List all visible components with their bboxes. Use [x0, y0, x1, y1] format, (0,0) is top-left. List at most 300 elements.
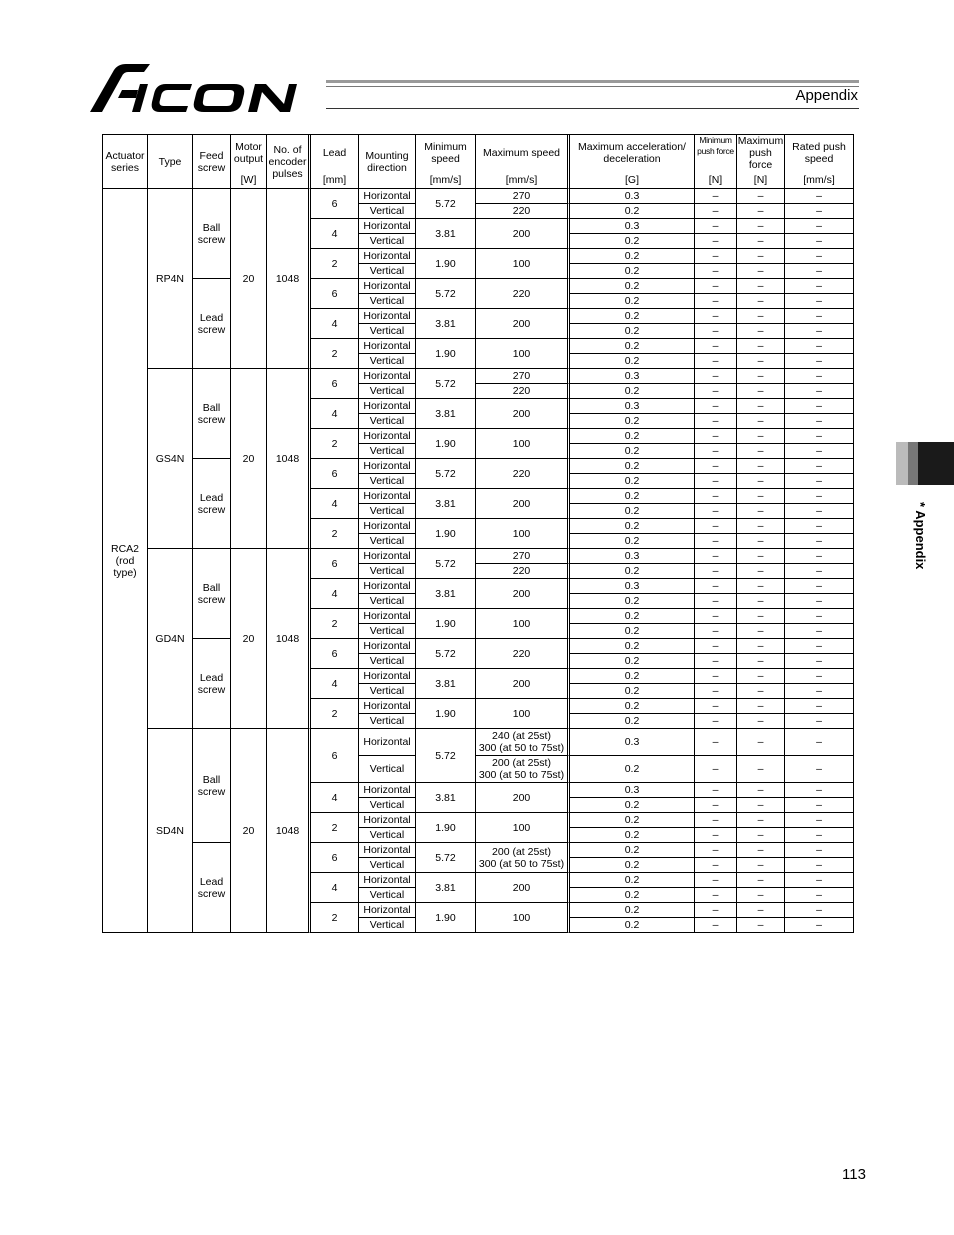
- table-row: [103, 729, 854, 756]
- maximum-acceleration-cell: 0.2: [570, 798, 695, 813]
- maximum-push-force-cell: –: [737, 219, 785, 234]
- maximum-push-force-cell: –: [737, 714, 785, 729]
- lead-cell: 6: [311, 639, 359, 669]
- rated-push-speed-cell: –: [785, 669, 854, 684]
- minimum-push-force-cell: –: [695, 579, 737, 594]
- rated-push-speed-cell: –: [785, 309, 854, 324]
- maximum-acceleration-cell: 0.2: [570, 684, 695, 699]
- lead-cell: 6: [311, 843, 359, 873]
- header-actuator-series: Actuator series: [103, 135, 148, 189]
- mounting-direction-cell: Vertical: [359, 354, 416, 369]
- maximum-push-force-cell: –: [737, 249, 785, 264]
- maximum-push-force-cell: –: [737, 354, 785, 369]
- maximum-push-force-cell: –: [737, 669, 785, 684]
- maximum-acceleration-cell: 0.2: [570, 459, 695, 474]
- minimum-push-force-cell: –: [695, 429, 737, 444]
- lead-cell: 2: [311, 609, 359, 639]
- maximum-push-force-cell: –: [737, 234, 785, 249]
- lead-cell: 2: [311, 339, 359, 369]
- mounting-direction-cell: Horizontal: [359, 843, 416, 858]
- maximum-speed-cell: 200: [476, 399, 570, 429]
- mounting-direction-cell: Vertical: [359, 714, 416, 729]
- lead-cell: 2: [311, 429, 359, 459]
- maximum-acceleration-cell: 0.2: [570, 414, 695, 429]
- type-cell: GD4N: [148, 549, 193, 729]
- maximum-acceleration-cell: 0.3: [570, 549, 695, 564]
- maximum-push-force-cell: –: [737, 594, 785, 609]
- maximum-push-force-cell: –: [737, 339, 785, 354]
- rated-push-speed-cell: –: [785, 474, 854, 489]
- maximum-acceleration-cell: 0.2: [570, 264, 695, 279]
- maximum-acceleration-cell: 0.2: [570, 813, 695, 828]
- motor-output-cell: 20: [231, 369, 267, 549]
- mounting-direction-cell: Horizontal: [359, 903, 416, 918]
- maximum-push-force-cell: –: [737, 444, 785, 459]
- maximum-acceleration-cell: 0.2: [570, 699, 695, 714]
- header-mounting-direction: Mounting direction: [359, 135, 416, 189]
- rated-push-speed-cell: –: [785, 459, 854, 474]
- lead-cell: 4: [311, 399, 359, 429]
- header-rule-top: [326, 80, 859, 83]
- maximum-push-force-cell: –: [737, 813, 785, 828]
- maximum-acceleration-cell: 0.2: [570, 564, 695, 579]
- minimum-push-force-cell: –: [695, 534, 737, 549]
- mounting-direction-cell: Horizontal: [359, 279, 416, 294]
- mounting-direction-cell: Vertical: [359, 444, 416, 459]
- rated-push-speed-cell: –: [785, 504, 854, 519]
- mounting-direction-cell: Horizontal: [359, 579, 416, 594]
- minimum-push-force-cell: –: [695, 489, 737, 504]
- maximum-acceleration-cell: 0.2: [570, 888, 695, 903]
- rated-push-speed-cell: –: [785, 579, 854, 594]
- maximum-acceleration-cell: 0.2: [570, 384, 695, 399]
- header-motor-output: Motor output [W]: [231, 135, 267, 189]
- mounting-direction-cell: Vertical: [359, 204, 416, 219]
- mounting-direction-cell: Horizontal: [359, 459, 416, 474]
- rated-push-speed-cell: –: [785, 279, 854, 294]
- lead-cell: 6: [311, 279, 359, 309]
- section-title: Appendix: [795, 87, 858, 104]
- mounting-direction-cell: Vertical: [359, 234, 416, 249]
- maximum-push-force-cell: –: [737, 699, 785, 714]
- maximum-push-force-cell: –: [737, 888, 785, 903]
- maximum-speed-cell: 200: [476, 783, 570, 813]
- maximum-push-force-cell: –: [737, 279, 785, 294]
- rated-push-speed-cell: –: [785, 729, 854, 756]
- feed-screw-cell: Ball screw: [193, 369, 231, 459]
- maximum-acceleration-cell: 0.2: [570, 828, 695, 843]
- feed-screw-cell: Lead screw: [193, 279, 231, 369]
- rated-push-speed-cell: –: [785, 564, 854, 579]
- maximum-push-force-cell: –: [737, 489, 785, 504]
- maximum-push-force-cell: –: [737, 384, 785, 399]
- lead-cell: 6: [311, 189, 359, 219]
- rated-push-speed-cell: –: [785, 858, 854, 873]
- mounting-direction-cell: Horizontal: [359, 549, 416, 564]
- maximum-push-force-cell: –: [737, 858, 785, 873]
- minimum-push-force-cell: –: [695, 384, 737, 399]
- rated-push-speed-cell: –: [785, 384, 854, 399]
- table-row: [103, 189, 854, 204]
- maximum-push-force-cell: –: [737, 474, 785, 489]
- mounting-direction-cell: Vertical: [359, 294, 416, 309]
- minimum-push-force-cell: –: [695, 249, 737, 264]
- encoder-pulses-cell: 1048: [267, 549, 311, 729]
- maximum-speed-cell: 220: [476, 279, 570, 309]
- maximum-speed-cell: 220: [476, 204, 570, 219]
- rated-push-speed-cell: –: [785, 354, 854, 369]
- maximum-push-force-cell: –: [737, 783, 785, 798]
- header-rule-bottom: [326, 108, 859, 109]
- type-cell: RP4N: [148, 189, 193, 369]
- rated-push-speed-cell: –: [785, 873, 854, 888]
- feed-screw-cell: Ball screw: [193, 189, 231, 279]
- minimum-push-force-cell: –: [695, 918, 737, 933]
- maximum-speed-cell: 100: [476, 903, 570, 933]
- rated-push-speed-cell: –: [785, 756, 854, 783]
- minimum-push-force-cell: –: [695, 843, 737, 858]
- header-rule-middle: [326, 86, 859, 87]
- type-cell: SD4N: [148, 729, 193, 933]
- mounting-direction-cell: Vertical: [359, 918, 416, 933]
- header-encoder-pulses: No. of encoder pulses: [267, 135, 311, 189]
- maximum-acceleration-cell: 0.2: [570, 444, 695, 459]
- lead-cell: 4: [311, 783, 359, 813]
- rated-push-speed-cell: –: [785, 219, 854, 234]
- rated-push-speed-cell: –: [785, 204, 854, 219]
- rated-push-speed-cell: –: [785, 369, 854, 384]
- maximum-speed-cell: 200: [476, 219, 570, 249]
- rated-push-speed-cell: –: [785, 324, 854, 339]
- feed-screw-cell: Lead screw: [193, 459, 231, 549]
- maximum-acceleration-cell: 0.2: [570, 204, 695, 219]
- actuator-series-cell: RCA2 (rod type): [103, 189, 148, 933]
- mounting-direction-cell: Vertical: [359, 534, 416, 549]
- mounting-direction-cell: Horizontal: [359, 399, 416, 414]
- minimum-push-force-cell: –: [695, 714, 737, 729]
- minimum-push-force-cell: –: [695, 639, 737, 654]
- mounting-direction-cell: Horizontal: [359, 339, 416, 354]
- minimum-push-force-cell: –: [695, 609, 737, 624]
- lead-cell: 2: [311, 519, 359, 549]
- minimum-push-force-cell: –: [695, 474, 737, 489]
- maximum-acceleration-cell: 0.2: [570, 489, 695, 504]
- minimum-push-force-cell: –: [695, 654, 737, 669]
- minimum-speed-cell: 3.81: [416, 309, 476, 339]
- minimum-speed-cell: 1.90: [416, 813, 476, 843]
- maximum-speed-cell: 220: [476, 459, 570, 489]
- lead-cell: 2: [311, 249, 359, 279]
- rated-push-speed-cell: –: [785, 234, 854, 249]
- minimum-speed-cell: 5.72: [416, 189, 476, 219]
- maximum-push-force-cell: –: [737, 918, 785, 933]
- maximum-acceleration-cell: 0.2: [570, 624, 695, 639]
- rated-push-speed-cell: –: [785, 594, 854, 609]
- lead-cell: 4: [311, 579, 359, 609]
- minimum-speed-cell: 3.81: [416, 399, 476, 429]
- spec-table: [102, 134, 854, 933]
- table-row: [103, 549, 854, 564]
- rated-push-speed-cell: –: [785, 249, 854, 264]
- rated-push-speed-cell: –: [785, 444, 854, 459]
- minimum-push-force-cell: –: [695, 624, 737, 639]
- minimum-push-force-cell: –: [695, 549, 737, 564]
- mounting-direction-cell: Horizontal: [359, 783, 416, 798]
- maximum-acceleration-cell: 0.2: [570, 294, 695, 309]
- mounting-direction-cell: Vertical: [359, 264, 416, 279]
- minimum-push-force-cell: –: [695, 756, 737, 783]
- maximum-push-force-cell: –: [737, 414, 785, 429]
- maximum-push-force-cell: –: [737, 504, 785, 519]
- rated-push-speed-cell: –: [785, 534, 854, 549]
- maximum-push-force-cell: –: [737, 873, 785, 888]
- minimum-push-force-cell: –: [695, 354, 737, 369]
- maximum-acceleration-cell: 0.3: [570, 579, 695, 594]
- motor-output-cell: 20: [231, 549, 267, 729]
- mounting-direction-cell: Vertical: [359, 564, 416, 579]
- maximum-acceleration-cell: 0.2: [570, 873, 695, 888]
- maximum-acceleration-cell: 0.3: [570, 219, 695, 234]
- mounting-direction-cell: Horizontal: [359, 429, 416, 444]
- minimum-speed-cell: 3.81: [416, 873, 476, 903]
- mounting-direction-cell: Horizontal: [359, 219, 416, 234]
- maximum-acceleration-cell: 0.2: [570, 474, 695, 489]
- maximum-acceleration-cell: 0.2: [570, 654, 695, 669]
- maximum-acceleration-cell: 0.3: [570, 189, 695, 204]
- minimum-push-force-cell: –: [695, 699, 737, 714]
- rated-push-speed-cell: –: [785, 414, 854, 429]
- table-row: [103, 369, 854, 384]
- minimum-speed-cell: 1.90: [416, 339, 476, 369]
- feed-screw-cell: Ball screw: [193, 549, 231, 639]
- rated-push-speed-cell: –: [785, 918, 854, 933]
- lead-cell: 2: [311, 813, 359, 843]
- minimum-push-force-cell: –: [695, 783, 737, 798]
- mounting-direction-cell: Horizontal: [359, 639, 416, 654]
- maximum-acceleration-cell: 0.2: [570, 339, 695, 354]
- mounting-direction-cell: Horizontal: [359, 729, 416, 756]
- minimum-speed-cell: 1.90: [416, 609, 476, 639]
- minimum-push-force-cell: –: [695, 264, 737, 279]
- rated-push-speed-cell: –: [785, 783, 854, 798]
- maximum-speed-cell: 200 (at 25st) 300 (at 50 to 75st): [476, 756, 570, 783]
- rated-push-speed-cell: –: [785, 903, 854, 918]
- maximum-speed-cell: 220: [476, 639, 570, 669]
- table-row: [103, 639, 854, 654]
- rated-push-speed-cell: –: [785, 429, 854, 444]
- maximum-push-force-cell: –: [737, 564, 785, 579]
- encoder-pulses-cell: 1048: [267, 189, 311, 369]
- rated-push-speed-cell: –: [785, 189, 854, 204]
- mounting-direction-cell: Vertical: [359, 594, 416, 609]
- maximum-acceleration-cell: 0.2: [570, 234, 695, 249]
- minimum-speed-cell: 5.72: [416, 459, 476, 489]
- maximum-acceleration-cell: 0.3: [570, 729, 695, 756]
- minimum-push-force-cell: –: [695, 444, 737, 459]
- mounting-direction-cell: Vertical: [359, 654, 416, 669]
- minimum-push-force-cell: –: [695, 873, 737, 888]
- mounting-direction-cell: Horizontal: [359, 309, 416, 324]
- header-feed-screw: Feed screw: [193, 135, 231, 189]
- mounting-direction-cell: Horizontal: [359, 669, 416, 684]
- maximum-push-force-cell: –: [737, 654, 785, 669]
- maximum-push-force-cell: –: [737, 639, 785, 654]
- maximum-push-force-cell: –: [737, 459, 785, 474]
- minimum-speed-cell: 3.81: [416, 489, 476, 519]
- maximum-speed-cell: 200: [476, 309, 570, 339]
- rated-push-speed-cell: –: [785, 798, 854, 813]
- minimum-speed-cell: 1.90: [416, 903, 476, 933]
- maximum-push-force-cell: –: [737, 324, 785, 339]
- motor-output-cell: 20: [231, 189, 267, 369]
- minimum-push-force-cell: –: [695, 339, 737, 354]
- header-type: Type: [148, 135, 193, 189]
- maximum-push-force-cell: –: [737, 729, 785, 756]
- feed-screw-cell: Lead screw: [193, 639, 231, 729]
- maximum-push-force-cell: –: [737, 684, 785, 699]
- maximum-acceleration-cell: 0.2: [570, 903, 695, 918]
- maximum-acceleration-cell: 0.2: [570, 756, 695, 783]
- motor-output-cell: 20: [231, 729, 267, 933]
- mounting-direction-cell: Horizontal: [359, 489, 416, 504]
- header-maximum-acceleration: Maximum acceleration/ deceleration [G]: [570, 135, 695, 189]
- minimum-push-force-cell: –: [695, 903, 737, 918]
- minimum-speed-cell: 1.90: [416, 429, 476, 459]
- minimum-speed-cell: 5.72: [416, 549, 476, 579]
- lead-cell: 6: [311, 459, 359, 489]
- table-row: [103, 843, 854, 858]
- rated-push-speed-cell: –: [785, 888, 854, 903]
- minimum-push-force-cell: –: [695, 294, 737, 309]
- header-minimum-push-force: Minimum push force [N]: [695, 135, 737, 189]
- minimum-push-force-cell: –: [695, 309, 737, 324]
- minimum-speed-cell: 3.81: [416, 783, 476, 813]
- mounting-direction-cell: Horizontal: [359, 609, 416, 624]
- maximum-speed-cell: 100: [476, 609, 570, 639]
- minimum-push-force-cell: –: [695, 888, 737, 903]
- rated-push-speed-cell: –: [785, 399, 854, 414]
- maximum-speed-cell: 100: [476, 339, 570, 369]
- maximum-push-force-cell: –: [737, 609, 785, 624]
- minimum-push-force-cell: –: [695, 828, 737, 843]
- header-row: [103, 135, 854, 189]
- minimum-speed-cell: 5.72: [416, 843, 476, 873]
- maximum-acceleration-cell: 0.2: [570, 324, 695, 339]
- maximum-acceleration-cell: 0.2: [570, 594, 695, 609]
- maximum-push-force-cell: –: [737, 204, 785, 219]
- minimum-speed-cell: 5.72: [416, 729, 476, 783]
- lead-cell: 4: [311, 219, 359, 249]
- mounting-direction-cell: Vertical: [359, 474, 416, 489]
- minimum-push-force-cell: –: [695, 414, 737, 429]
- maximum-speed-cell: 220: [476, 384, 570, 399]
- header-rated-push-speed: Rated push speed [mm/s]: [785, 135, 854, 189]
- maximum-acceleration-cell: 0.2: [570, 843, 695, 858]
- maximum-push-force-cell: –: [737, 903, 785, 918]
- maximum-speed-cell: 240 (at 25st) 300 (at 50 to 75st): [476, 729, 570, 756]
- maximum-speed-cell: 200: [476, 873, 570, 903]
- maximum-push-force-cell: –: [737, 309, 785, 324]
- maximum-push-force-cell: –: [737, 294, 785, 309]
- minimum-speed-cell: 3.81: [416, 579, 476, 609]
- minimum-speed-cell: 1.90: [416, 519, 476, 549]
- minimum-push-force-cell: –: [695, 204, 737, 219]
- minimum-push-force-cell: –: [695, 564, 737, 579]
- maximum-acceleration-cell: 0.2: [570, 279, 695, 294]
- mounting-direction-cell: Vertical: [359, 798, 416, 813]
- minimum-push-force-cell: –: [695, 684, 737, 699]
- minimum-speed-cell: 1.90: [416, 249, 476, 279]
- maximum-push-force-cell: –: [737, 429, 785, 444]
- maximum-acceleration-cell: 0.2: [570, 354, 695, 369]
- minimum-speed-cell: 5.72: [416, 279, 476, 309]
- maximum-acceleration-cell: 0.2: [570, 504, 695, 519]
- minimum-push-force-cell: –: [695, 519, 737, 534]
- minimum-push-force-cell: –: [695, 504, 737, 519]
- maximum-push-force-cell: –: [737, 624, 785, 639]
- maximum-push-force-cell: –: [737, 519, 785, 534]
- minimum-speed-cell: 5.72: [416, 639, 476, 669]
- maximum-speed-cell: 200: [476, 579, 570, 609]
- mounting-direction-cell: Vertical: [359, 828, 416, 843]
- mounting-direction-cell: Horizontal: [359, 813, 416, 828]
- minimum-push-force-cell: –: [695, 594, 737, 609]
- maximum-speed-cell: 220: [476, 564, 570, 579]
- mounting-direction-cell: Vertical: [359, 624, 416, 639]
- maximum-speed-cell: 200: [476, 489, 570, 519]
- encoder-pulses-cell: 1048: [267, 729, 311, 933]
- appendix-tab-mid-stripe: [908, 442, 918, 485]
- maximum-acceleration-cell: 0.3: [570, 369, 695, 384]
- rated-push-speed-cell: –: [785, 609, 854, 624]
- rated-push-speed-cell: –: [785, 813, 854, 828]
- maximum-acceleration-cell: 0.2: [570, 669, 695, 684]
- mounting-direction-cell: Vertical: [359, 888, 416, 903]
- lead-cell: 4: [311, 873, 359, 903]
- maximum-acceleration-cell: 0.2: [570, 918, 695, 933]
- rated-push-speed-cell: –: [785, 828, 854, 843]
- minimum-speed-cell: 1.90: [416, 699, 476, 729]
- mounting-direction-cell: Vertical: [359, 858, 416, 873]
- maximum-push-force-cell: –: [737, 843, 785, 858]
- minimum-speed-cell: 3.81: [416, 669, 476, 699]
- mounting-direction-cell: Vertical: [359, 384, 416, 399]
- maximum-speed-cell: 100: [476, 519, 570, 549]
- maximum-acceleration-cell: 0.2: [570, 714, 695, 729]
- minimum-push-force-cell: –: [695, 399, 737, 414]
- rated-push-speed-cell: –: [785, 843, 854, 858]
- rated-push-speed-cell: –: [785, 519, 854, 534]
- appendix-side-label: * Appendix: [913, 502, 928, 570]
- maximum-speed-cell: 100: [476, 429, 570, 459]
- rated-push-speed-cell: –: [785, 624, 854, 639]
- minimum-push-force-cell: –: [695, 729, 737, 756]
- minimum-speed-cell: 3.81: [416, 219, 476, 249]
- mounting-direction-cell: Vertical: [359, 504, 416, 519]
- maximum-push-force-cell: –: [737, 798, 785, 813]
- maximum-acceleration-cell: 0.2: [570, 858, 695, 873]
- mounting-direction-cell: Horizontal: [359, 189, 416, 204]
- table-row: [103, 459, 854, 474]
- table-row: [103, 279, 854, 294]
- rated-push-speed-cell: –: [785, 264, 854, 279]
- header-lead: Lead [mm]: [311, 135, 359, 189]
- encoder-pulses-cell: 1048: [267, 369, 311, 549]
- minimum-push-force-cell: –: [695, 858, 737, 873]
- mounting-direction-cell: Horizontal: [359, 873, 416, 888]
- maximum-push-force-cell: –: [737, 369, 785, 384]
- feed-screw-cell: Ball screw: [193, 729, 231, 843]
